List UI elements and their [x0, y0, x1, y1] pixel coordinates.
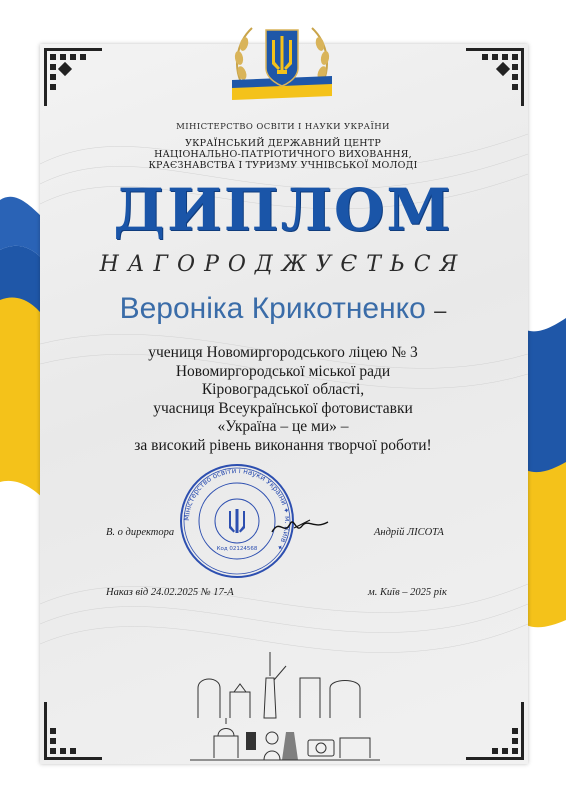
description-line-6: за високий рівень виконання творчої роботи!: [134, 436, 432, 454]
place-year: м. Київ – 2025 рік: [368, 587, 447, 598]
ministry-name: МІНІСТЕРСТВО ОСВІТИ І НАУКИ УКРАЇНИ: [176, 122, 390, 132]
corner-ornament-top-left-icon: [40, 44, 106, 110]
description-line-3: Кіровоградської області,: [201, 381, 365, 398]
awarded-label: НАГОРОДЖУЄТЬСЯ: [99, 252, 467, 277]
description-line-4: учасниця Всеукраїнської фотовиставки: [153, 399, 413, 417]
director-signature-icon: [270, 512, 330, 538]
director-title: В. о директора: [106, 527, 175, 538]
corner-ornament-bottom-right-icon: [462, 698, 528, 764]
order-number: Наказ від 24.02.2025 № 17-А: [106, 587, 234, 598]
director-name: Андрій ЛІСОТА: [374, 527, 444, 538]
organization-line-2: НАЦІОНАЛЬНО-ПАТРІОТИЧНОГО ВИХОВАННЯ,: [154, 149, 412, 160]
organization-line-3: КРАЄЗНАВСТВА І ТУРИЗМУ УЧНІВСЬКОЇ МОЛОДІ: [148, 160, 418, 171]
description-line-1: учениця Новомиргородського ліцею № 3: [148, 344, 418, 361]
trident-coat-of-arms-icon: [222, 18, 342, 113]
description-line-2: Новомиргородської міської ради: [175, 362, 391, 380]
kyiv-landmarks-illustration: [190, 648, 380, 770]
recipient-name: Вероніка Крикотненко: [119, 292, 426, 325]
organization-line-1: УКРАЇНСЬКИЙ ДЕРЖАВНИЙ ЦЕНТР: [185, 138, 381, 149]
award-description: [0, 344, 566, 455]
recipient-dash: –: [434, 298, 447, 323]
corner-ornament-bottom-left-icon: [40, 698, 106, 764]
recipient: [0, 292, 566, 326]
svg-text:Міністерство освіти і науки Ук: Міністерство освіти і науки України ✦ м. Київ ✦: [181, 465, 293, 553]
organization-name: [0, 138, 566, 171]
svg-text:Код 02124568: Код 02124568: [216, 546, 258, 552]
description-line-5: «Україна – це ми» –: [217, 418, 349, 435]
corner-ornament-top-right-icon: [462, 44, 528, 110]
diploma-title: ДИПЛОМ: [113, 176, 453, 244]
